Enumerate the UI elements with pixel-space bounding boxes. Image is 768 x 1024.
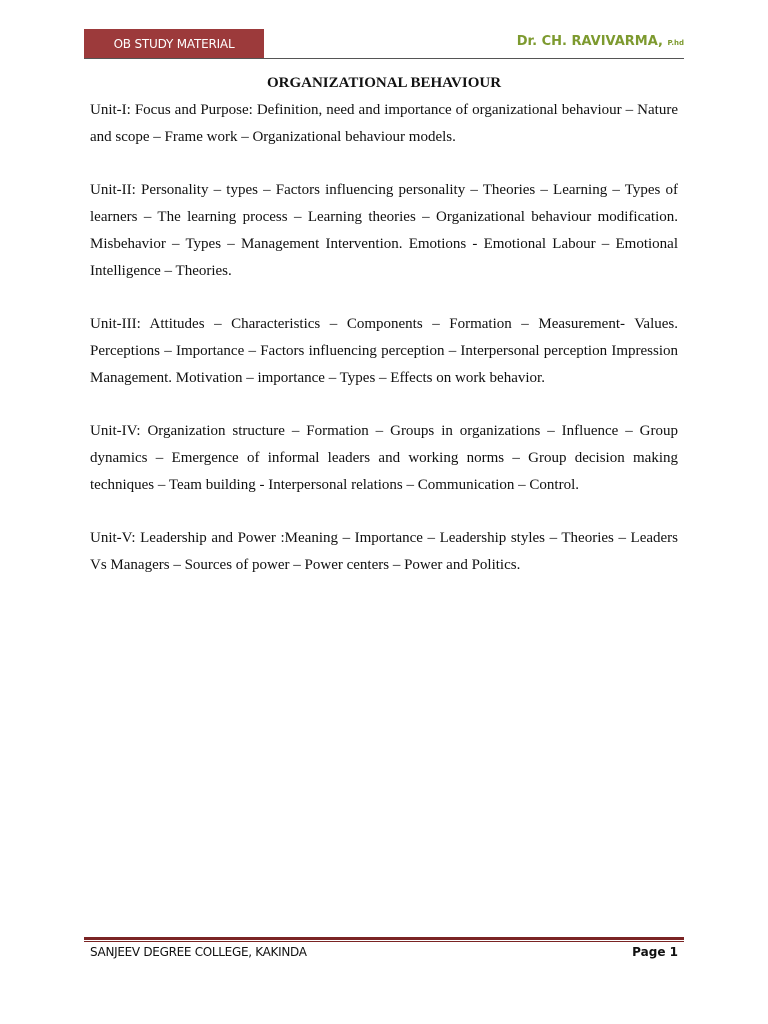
- author-suffix: P.hd: [667, 39, 684, 47]
- header-rule: [84, 58, 684, 59]
- footer-rule-thin: [84, 941, 684, 942]
- unit-2-paragraph: Unit-II: Personality – types – Factors influencing personality – Theories – Learning – Types of learners – The learning process – Learning theories – Organizational behaviour modification. Misbehavior – Types – Management Intervention. Emotions - Emotional Labour – Emotional Intelligence – Theories.: [90, 182, 678, 279]
- unit-1-paragraph: Unit-I: Focus and Purpose: Definition, need and importance of organizational behaviour – Nature and scope – Frame work – Organizational behaviour models.: [90, 102, 678, 145]
- header-tab-label: OB STUDY MATERIAL: [113, 36, 235, 51]
- unit-4-paragraph: Unit-IV: Organization structure – Formation – Groups in organizations – Influence – Group dynamics – Emergence of informal leaders and working norms – Group decision making techniques – Team building - Interpersonal relations – Communication – Control.: [90, 423, 678, 493]
- unit-3-paragraph: Unit-III: Attitudes – Characteristics – Components – Formation – Measurement- Values. Perceptions – Importance – Factors influencing perception – Interpersonal perception Impression Management. Motivation – importance – Types – Effects on work behavior.: [90, 316, 678, 386]
- unit-5-paragraph: Unit-V: Leadership and Power :Meaning – Importance – Leadership styles – Theories – Leaders Vs Managers – Sources of power – Power centers – Power and Politics.: [90, 530, 678, 573]
- page-number: Page 1: [632, 945, 678, 959]
- footer-college: SANJEEV DEGREE COLLEGE, KAKINDA: [90, 945, 307, 959]
- author-name: Dr. CH. RAVIVARMA,: [516, 34, 663, 49]
- footer-rule: [84, 937, 684, 940]
- header-tab: [84, 29, 264, 58]
- header-author: [517, 34, 684, 49]
- syllabus-content: [90, 97, 678, 605]
- page-title: ORGANIZATIONAL BEHAVIOUR: [266, 75, 502, 91]
